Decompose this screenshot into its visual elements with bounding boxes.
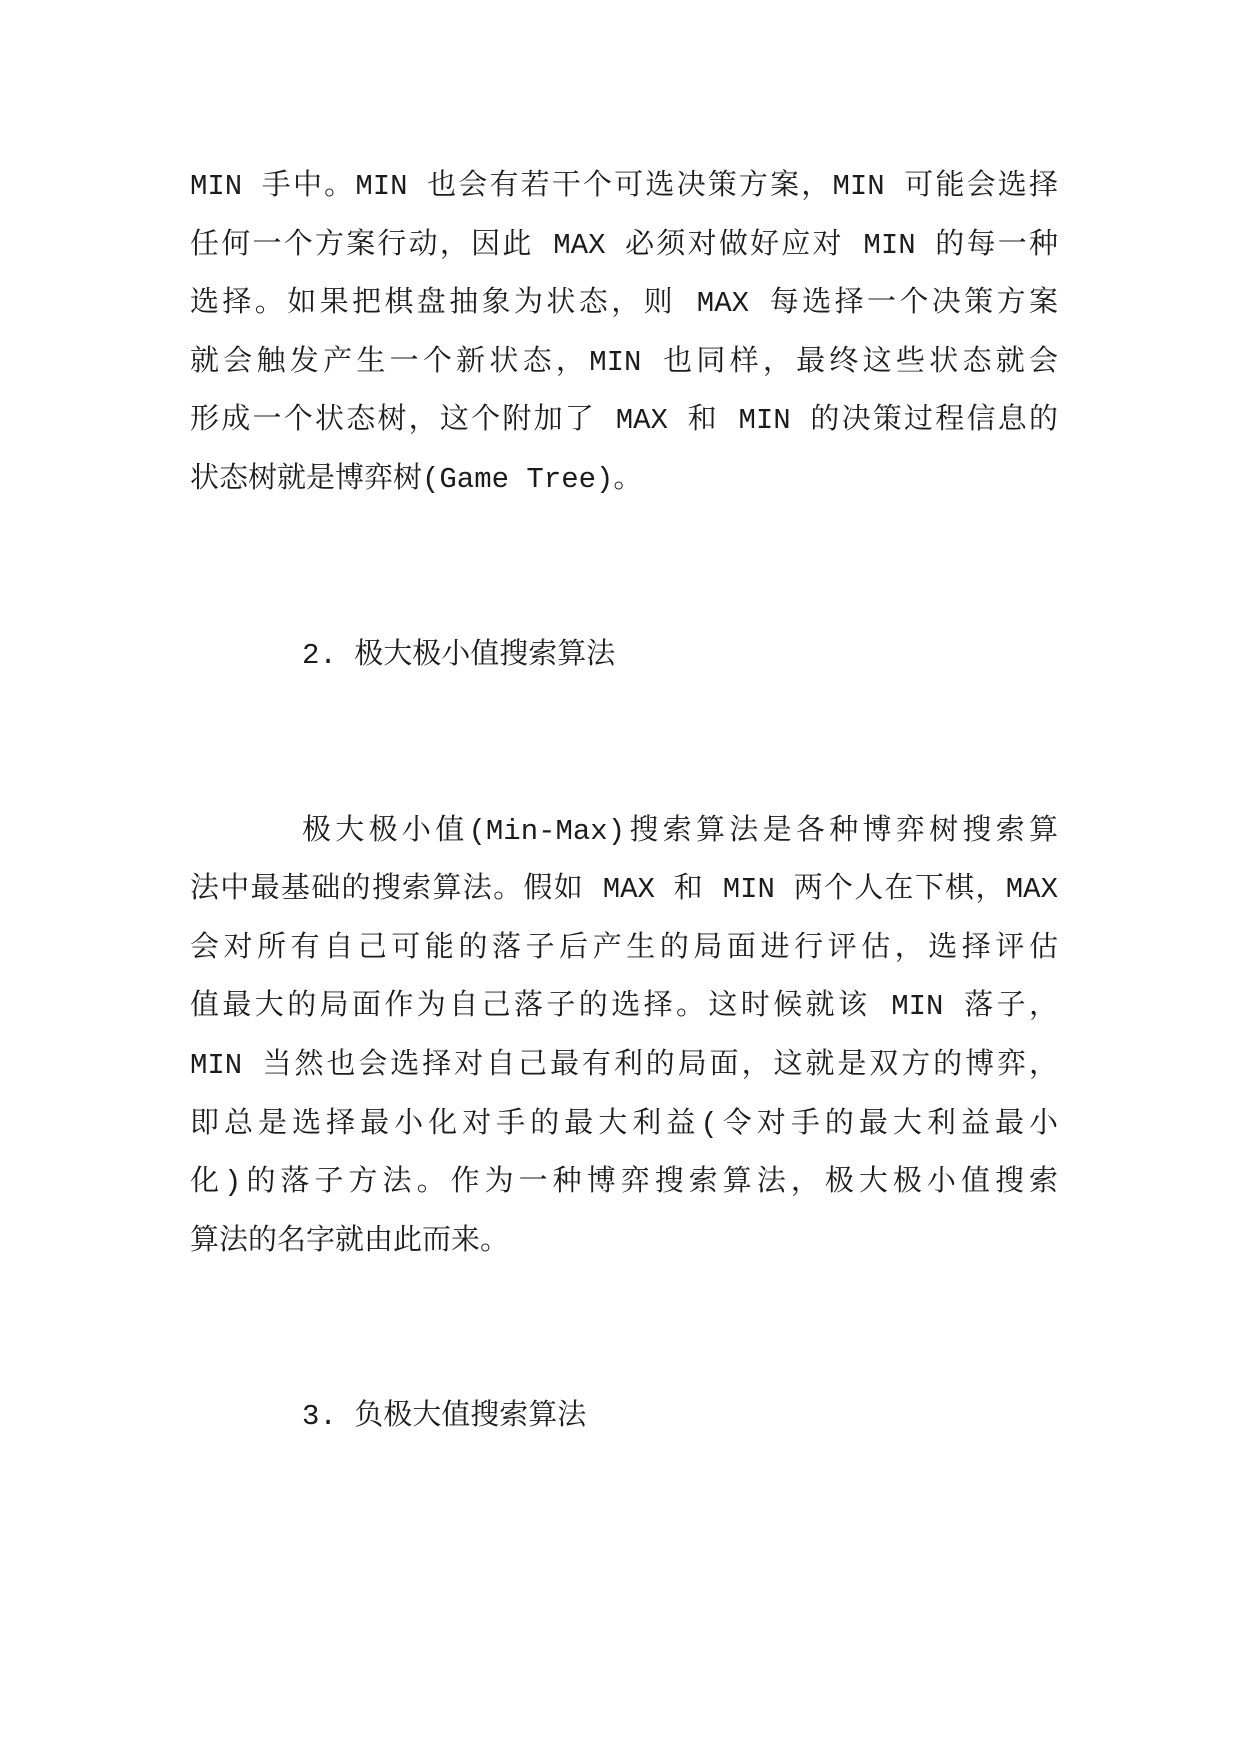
paragraph-line: 即总是选择最小化对手的最大利益(令对手的最大利益最小 [190,1107,1058,1141]
paragraph-line: 就会触发产生一个新状态，MIN 也同样，最终这些状态就会 [190,345,1058,379]
paragraph-line: MIN 手中。MIN 也会有若干个可选决策方案，MIN 可能会选择 [190,170,1058,203]
paragraph-line: 法中最基础的搜索算法。假如 MAX 和 MIN 两个人在下棋，MAX [190,873,1058,907]
paragraph-game-tree [190,158,1058,510]
paragraph-min-max [190,803,1058,1272]
paragraph-line: 状态树就是博弈树(Game Tree)。 [190,462,643,496]
paragraph-line: 化)的落子方法。作为一种博弈搜索算法，极大极小值搜索 [190,1166,1058,1200]
paragraph-line: 极大极小值(Min-Max)搜索算法是各种博弈树搜索算 [302,814,1058,848]
paragraph-line: 形成一个状态树，这个附加了 MAX 和 MIN 的决策过程信息的 [190,404,1058,438]
section-heading-3 [190,1388,1058,1447]
paragraph-line: 值最大的局面作为自己落子的选择。这时候就该 MIN 落子， [190,990,1058,1024]
paragraph-line: MIN 当然也会选择对自己最有利的局面，这就是双方的博弈， [190,1048,1058,1082]
heading-text: 3. 负极大值搜索算法 [302,1400,587,1434]
heading-text: 2. 极大极小值搜索算法 [302,638,616,672]
section-heading-2 [190,627,1058,686]
paragraph-line: 会对所有自己可能的落子后产生的局面进行评估，选择评估 [190,931,1058,965]
paragraph-line: 任何一个方案行动，因此 MAX 必须对做好应对 MIN 的每一种 [190,228,1058,262]
paragraph-line: 算法的名字就由此而来。 [190,1224,510,1258]
paragraph-line: 选择。如果把棋盘抽象为状态，则 MAX 每选择一个决策方案 [190,287,1058,321]
